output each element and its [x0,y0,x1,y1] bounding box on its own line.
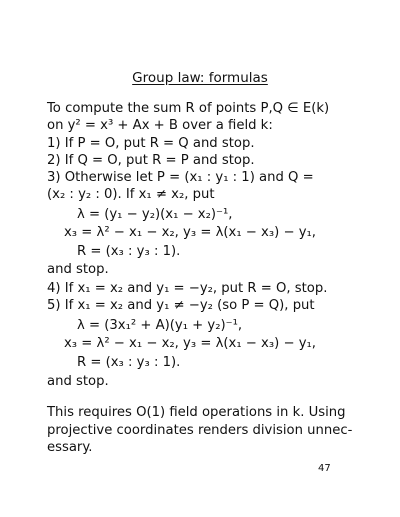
formula-x3-y3-2: x₃ = λ² − x₁ − x₂, y₃ = λ(x₁ − x₃) − y₁, [64,336,316,351]
formula-R-1: R = (x₃ : y₃ : 1). [77,244,181,259]
formula-x3-y3-1: x₃ = λ² − x₁ − x₂, y₃ = λ(x₁ − x₃) − y₁, [64,225,316,240]
step-5: 5) If x₁ = x₂ and y₁ ≠ −y₂ (so P = Q), put [47,298,315,313]
slide-title: Group law: formulas [132,70,268,86]
step-4: 4) If x₁ = x₂ and y₁ = −y₂, put R = O, stop. [47,281,328,296]
step-1: 1) If P = O, put R = Q and stop. [47,136,255,151]
formula-lambda-2: λ = (3x₁² + A)(y₁ + y₂)⁻¹, [77,318,243,333]
text-line-1: To compute the sum R of points P,Q ∈ E(k) [47,101,330,116]
closing-line-1: This requires O(1) field operations in k. Using [47,405,346,420]
closing-line-3: essary. [47,440,93,455]
and-stop-1: and stop. [47,262,109,277]
and-stop-2: and stop. [47,374,109,389]
step-3-cont: (x₂ : y₂ : 0). If x₁ ≠ x₂, put [47,187,215,202]
formula-R-2: R = (x₃ : y₃ : 1). [77,355,181,370]
text-line-2: on y² = x³ + Ax + B over a field k: [47,118,273,133]
closing-line-2: projective coordinates renders division unnec- [47,423,353,438]
step-2: 2) If Q = O, put R = P and stop. [47,153,255,168]
page-number: 47 [318,463,331,474]
step-3: 3) Otherwise let P = (x₁ : y₁ : 1) and Q = [47,170,314,185]
formula-lambda-1: λ = (y₁ − y₂)(x₁ − x₂)⁻¹, [77,207,233,222]
